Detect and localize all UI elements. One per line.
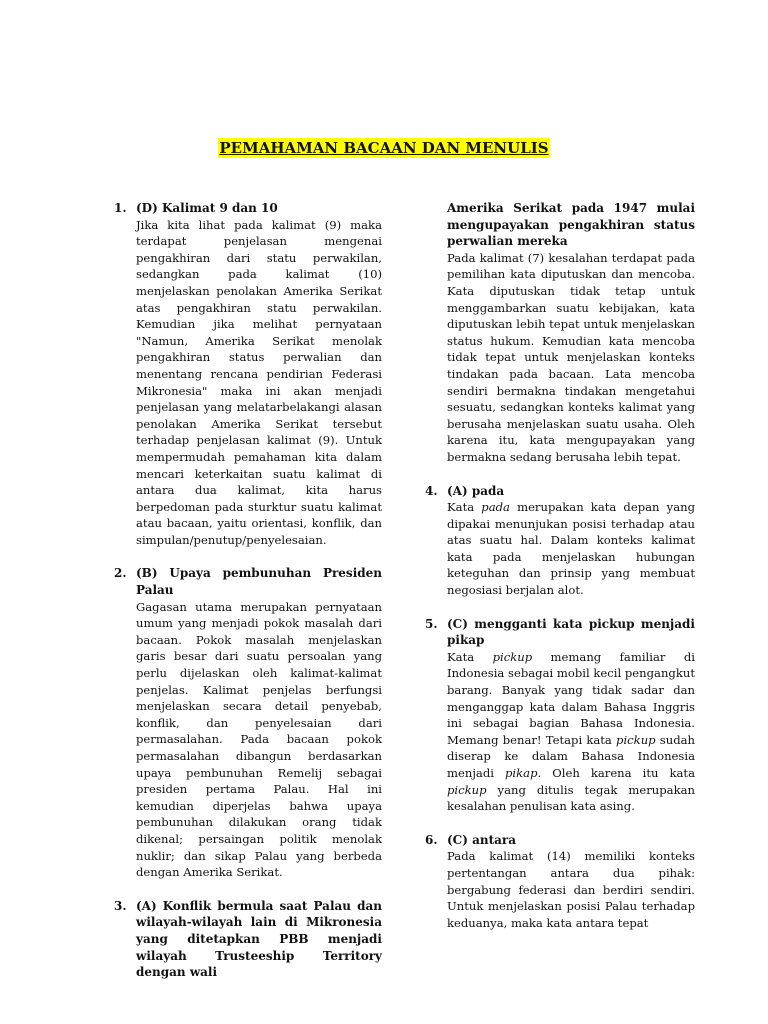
italic-term: pickup <box>616 732 656 747</box>
page-title: PEMAHAMAN BACAAN DAN MENULIS <box>219 139 549 157</box>
text-run: sudah diserap ke dalam Bahasa Indonesia menjadi <box>447 732 695 780</box>
item-number: 4. <box>425 483 438 498</box>
item-number: 1. <box>114 201 127 215</box>
text-run: merupakan kata depan yang dipakai menunjukan posisi terhadap atau atas suatu hal. Dalam konteks kalimat kata pada menjelaskan hubungan keteguhan dan prinsip yang membuat negosiasi berjalan alot. <box>447 500 695 598</box>
item-number: 6. <box>425 832 438 847</box>
item-number: 2. <box>114 566 127 581</box>
answer-explanation <box>447 499 695 599</box>
title-wrap <box>0 138 768 158</box>
answer-item-1 <box>114 200 382 548</box>
italic-term: pikap <box>505 766 538 780</box>
answer-item-6 <box>425 832 695 932</box>
answer-explanation: Jika kita lihat pada kalimat (9) maka terdapat penjelasan mengenai pengakhiran dari statu perwakilan, sedangkan pada kalimat (10) menjelaskan penolakan Amerika Serikat atas pengakhiran statu perwakilan. Kemudian jika melihat pernyataan "Namun, Amerika Serikat menolak pengakhiran status perwalian dan menentang rencana pendirian Federasi Mikronesia" maka ini akan menjadi penjelasan yang melatarbelakangi alasan penolakan Amerika Serikat tersebut terhadap penjelasan kalimat (9). Untuk mempermudah pemahaman kita dalam mencari keterkaitan suatu kalimat di antara dua kalimat, kita harus berpedoman pada sturktur suatu kalimat atau bacaan, yaitu orientasi, konflik, dan simpulan/penutup/penyelesaian. <box>136 217 382 547</box>
italic-term: pickup <box>492 649 533 664</box>
answer-explanation: Gagasan utama merupakan pernyataan umum yang menjadi pokok masalah dari bacaan. Pokok masalah menjelaskan garis besar dari suatu persoalan yang perlu dijelaskan oleh kalimat-kalimat penjelas. Kalimat penjelas berfungsi menjelaskan secara detail penyebab, konflik, dan penyelesaian dari permasalahan. Pada bacaan pokok permasalahan dibangun berdasarkan upaya pembunuhan Remelij sebagai presiden pertama Palau. Hal ini kemudian diperjelas bahwa upaya pembunuhan dilakukan orang tidak dikenal; persaingan politik menolak nuklir; dan sikap Palau yang berbeda dengan Amerika Serikat. <box>136 599 382 880</box>
text-run: Kata <box>447 649 493 664</box>
answer-explanation: Pada kalimat (14) memiliki konteks pertentangan antara dua pihak: bergabung federasi dan berdiri sendiri. Untuk menjelaskan posisi Palau terhadap keduanya, maka kata antara tepat <box>447 849 695 930</box>
answer-heading: (B) Upaya pembunuhan Presiden Palau <box>136 566 382 598</box>
answer-item-2 <box>114 565 382 880</box>
answer-heading: (C) mengganti kata pickup menjadi pikap <box>447 616 695 648</box>
text-run: . Oleh karena itu kata <box>537 766 695 780</box>
answer-explanation <box>447 649 695 815</box>
text-run: Kata <box>447 500 482 515</box>
answer-item-4 <box>425 483 695 599</box>
answer-item-3 <box>114 898 382 981</box>
left-column <box>114 200 382 998</box>
answer-heading: (A) Konflik bermula saat Palau dan wilayah-wilayah lain di Mikronesia yang ditetapkan PBB menjadi wilayah Trusteeship Territory dengan wali <box>136 898 382 980</box>
text-run: yang ditulis tegak merupakan kesalahan penulisan kata asing. <box>447 782 695 814</box>
answer-heading: (A) pada <box>447 483 505 498</box>
answer-explanation: Pada kalimat (7) kesalahan terdapat pada pemilihan kata diputuskan dan mencoba. Kata diputuskan tidak tetap untuk menggambarkan suatu kebijakan, kata diputuskan lebih tepat untuk menjelaskan status hukum. Kemudian kata mencoba tidak tepat untuk menjelaskan konteks tindakan pada bacaan. Lata mencoba sendiri bermakna tindakan mengetahui sesuatu, sedangkan konteks kalimat yang berusaha menjelaskan suatu usaha. Oleh karena itu, kata mengupayakan yang bermakna sedang berusaha lebih tepat. <box>447 250 695 464</box>
right-column <box>425 200 696 948</box>
answer-heading: (D) Kalimat 9 dan 10 <box>136 201 278 215</box>
italic-term: pickup <box>447 782 487 797</box>
answer-heading: (C) antara <box>447 832 516 847</box>
italic-term: pada <box>481 500 510 515</box>
answer-item-5 <box>425 616 696 815</box>
item-number: 5. <box>425 616 438 631</box>
answer-heading-continued: Amerika Serikat pada 1947 mulai mengupayakan pengakhiran status perwalian mereka <box>447 201 695 249</box>
text-run: memang familiar di Indonesia sebagai mobil kecil pengangkut barang. Banyak yang tidak sadar dan menganggap kata dalam Bahasa Inggris ini sebagai bagian Bahasa Indonesia. Memang benar! Tetapi kata <box>447 649 696 747</box>
item-number: 3. <box>114 898 127 913</box>
answer-item-3-continued <box>447 200 695 466</box>
